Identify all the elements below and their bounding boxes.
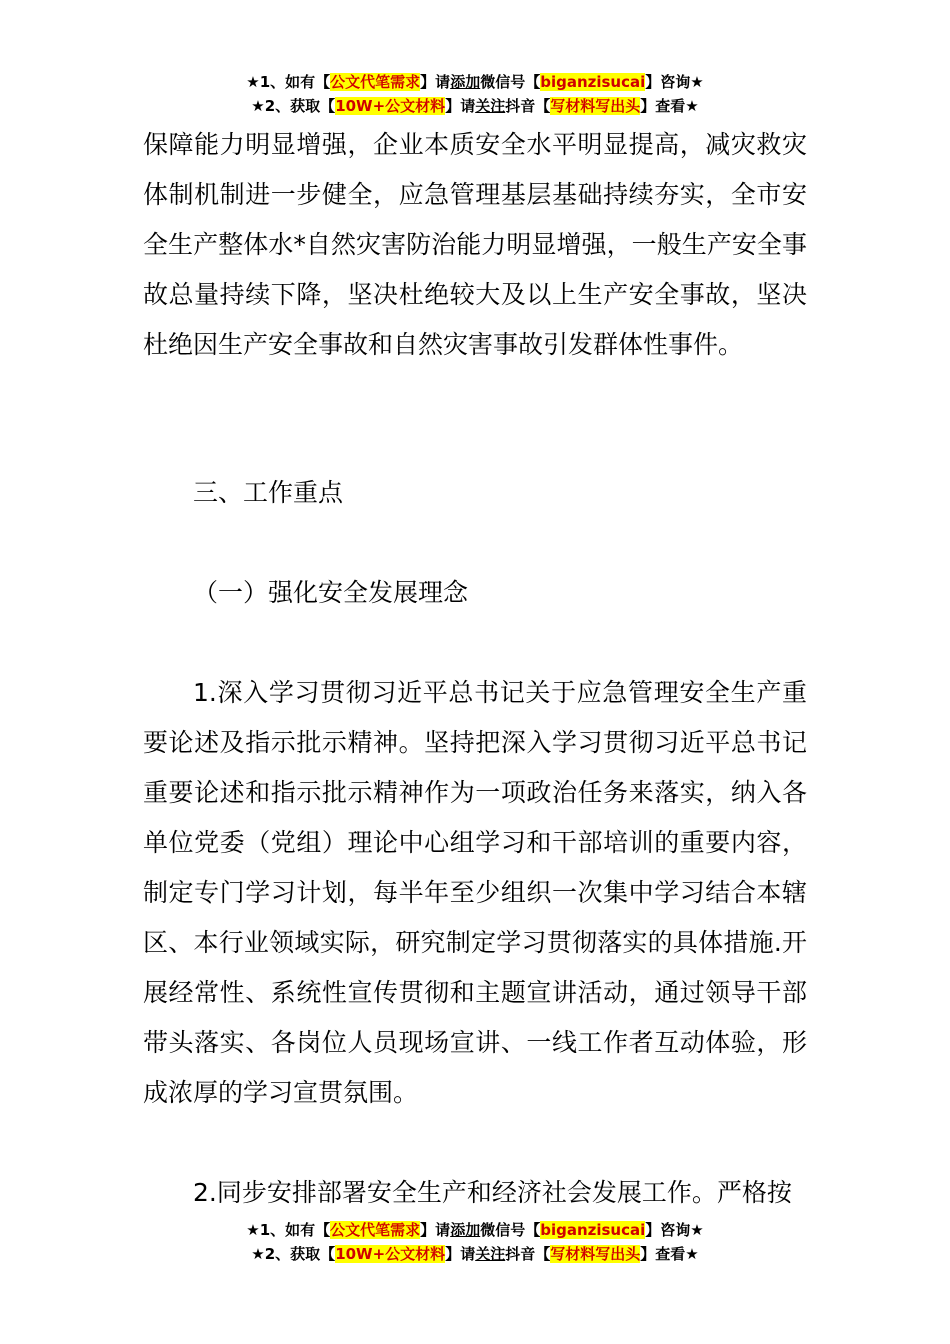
paragraph-text: 2.同步安排部署安全生产和经济社会发展工作。严格按 bbox=[193, 1178, 792, 1207]
promo-banner-top bbox=[0, 70, 950, 118]
promo-banner-bottom bbox=[0, 1218, 950, 1266]
promo-text: ★2、获取【 bbox=[251, 97, 336, 115]
promo-underline: 添加 bbox=[450, 1221, 481, 1239]
promo-text: ★1、如有【 bbox=[246, 1221, 331, 1239]
promo-line-2 bbox=[0, 1242, 950, 1266]
promo-text: 】查看★ bbox=[640, 97, 699, 115]
promo-line-2 bbox=[0, 94, 950, 118]
promo-text: 】咨询★ bbox=[645, 1221, 704, 1239]
promo-text: ★1、如有【 bbox=[246, 73, 331, 91]
paragraph-text: 1.深入学习贯彻习近平总书记关于应急管理安全生产重要论述及指示批示精神。坚持把深入学习贯彻习近平总书记重要论述和指示批示精神作为一项政治任务来落实，纳入各单位党委（党组）理论中心组学习和干部培训的重要内容，制定专门学习计划，每半年至少组织一次集中学习结合本辖区、本行业领域实际，研究制定学习贯彻落实的具体措施.开展经常性、系统性宣传贯彻和主题宣讲活动，通过领导干部带头落实、各岗位人员现场宣讲、一线工作者互动体验，形成浓厚的学习宣贯氛围。 bbox=[143, 678, 807, 1107]
promo-line-1 bbox=[0, 70, 950, 94]
promo-text: 】请 bbox=[445, 97, 476, 115]
promo-underline: 关注 bbox=[475, 97, 506, 115]
promo-highlight: 公文代笔需求 bbox=[330, 73, 421, 91]
promo-text: 】请 bbox=[445, 1245, 476, 1263]
paragraph-item-2 bbox=[143, 1168, 807, 1218]
promo-text: 抖音【 bbox=[505, 1245, 551, 1263]
promo-highlight: 公文代笔需求 bbox=[330, 1221, 421, 1239]
promo-text: 微信号【 bbox=[480, 1221, 541, 1239]
paragraph-text: 保障能力明显增强，企业本质安全水平明显提高，减灾救灾体制机制进一步健全，应急管理基层基础持续夯实，全市安全生产整体水*自然灾害防治能力明显增强，一般生产安全事故总量持续下降，坚决杜绝较大及以上生产安全事故，坚决杜绝因生产安全事故和自然灾害事故引发群体性事件。 bbox=[143, 130, 807, 359]
promo-text: 】咨询★ bbox=[645, 73, 704, 91]
heading-text: 三、工作重点 bbox=[193, 478, 344, 507]
promo-highlight: biganzisucai bbox=[540, 73, 646, 91]
promo-underline: 添加 bbox=[450, 73, 481, 91]
subsection-heading bbox=[143, 568, 807, 618]
promo-text: 】查看★ bbox=[640, 1245, 699, 1263]
promo-text: 微信号【 bbox=[480, 73, 541, 91]
paragraph-item-1 bbox=[143, 668, 807, 1118]
promo-highlight: 10W+公文材料 bbox=[335, 1245, 446, 1263]
heading-text: （一）强化安全发展理念 bbox=[193, 578, 469, 607]
promo-line-1 bbox=[0, 1218, 950, 1242]
promo-text: ★2、获取【 bbox=[251, 1245, 336, 1263]
promo-text: 】请 bbox=[420, 73, 451, 91]
promo-highlight: biganzisucai bbox=[540, 1221, 646, 1239]
section-heading bbox=[143, 468, 807, 518]
promo-text: 】请 bbox=[420, 1221, 451, 1239]
promo-highlight: 写材料写出头 bbox=[550, 1245, 641, 1263]
promo-text: 抖音【 bbox=[505, 97, 551, 115]
paragraph-intro bbox=[143, 120, 807, 370]
promo-highlight: 10W+公文材料 bbox=[335, 97, 446, 115]
promo-highlight: 写材料写出头 bbox=[550, 97, 641, 115]
promo-underline: 关注 bbox=[475, 1245, 506, 1263]
